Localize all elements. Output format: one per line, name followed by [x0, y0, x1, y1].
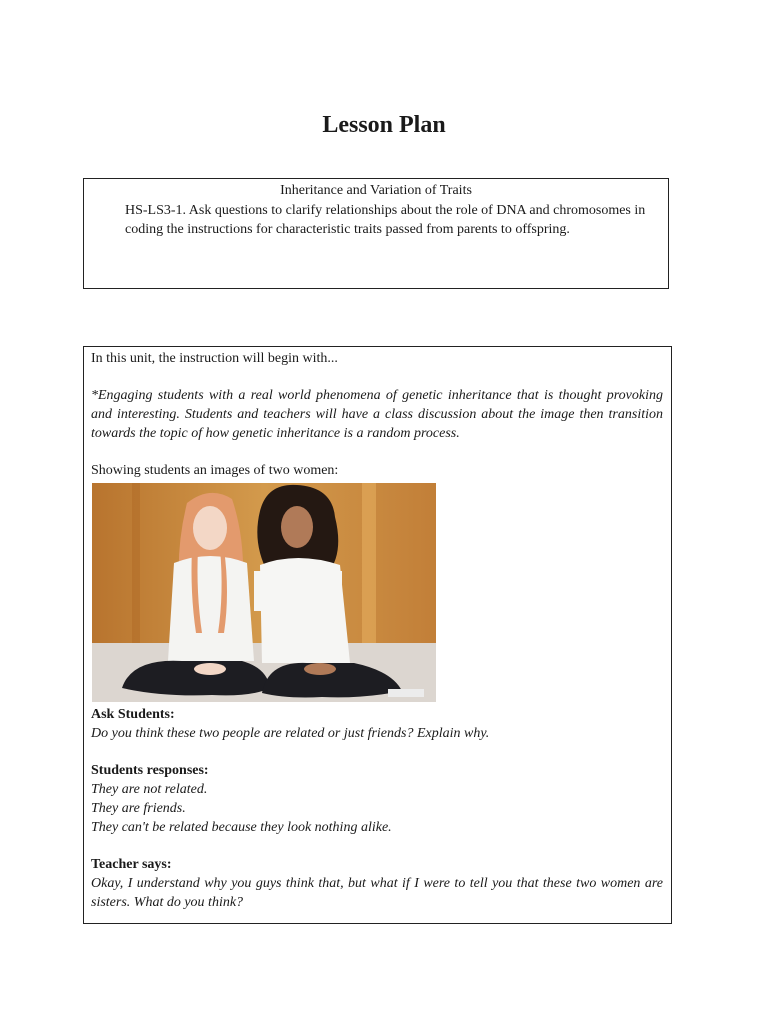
standard-text: HS-LS3-1. Ask questions to clarify relationships about the role of DNA and chromosomes in coding the instructions for characteristic traits passed from parents to offspring.	[125, 203, 646, 237]
two-women-photo	[92, 483, 436, 702]
teacher-heading: Teacher says:	[91, 857, 172, 872]
response-item: They are friends.	[91, 801, 186, 816]
page-title: Lesson Plan	[322, 112, 446, 138]
teacher-text: Okay, I understand why you guys think that, but what if I were to tell you that these two women are sisters. What do you think?	[91, 876, 663, 910]
lesson-box	[83, 346, 672, 924]
engaging-text: *Engaging students with a real world phenomena of genetic inheritance that is thought provoking and interesting. Students and teachers will have a class discussion about the image then transition towards the topic of how genetic inheritance is a random process.	[91, 388, 663, 441]
standard-subtitle: Inheritance and Variation of Traits	[280, 183, 472, 198]
response-item: They are not related.	[91, 782, 208, 797]
responses-heading: Students responses:	[91, 763, 209, 778]
ask-heading: Ask Students:	[91, 707, 175, 722]
response-item: They can't be related because they look nothing alike.	[91, 820, 392, 835]
showing-text: Showing students an images of two women:	[91, 463, 339, 478]
standard-box	[83, 178, 669, 289]
intro-text: In this unit, the instruction will begin with...	[91, 351, 338, 366]
ask-question: Do you think these two people are related or just friends? Explain why.	[91, 726, 490, 741]
